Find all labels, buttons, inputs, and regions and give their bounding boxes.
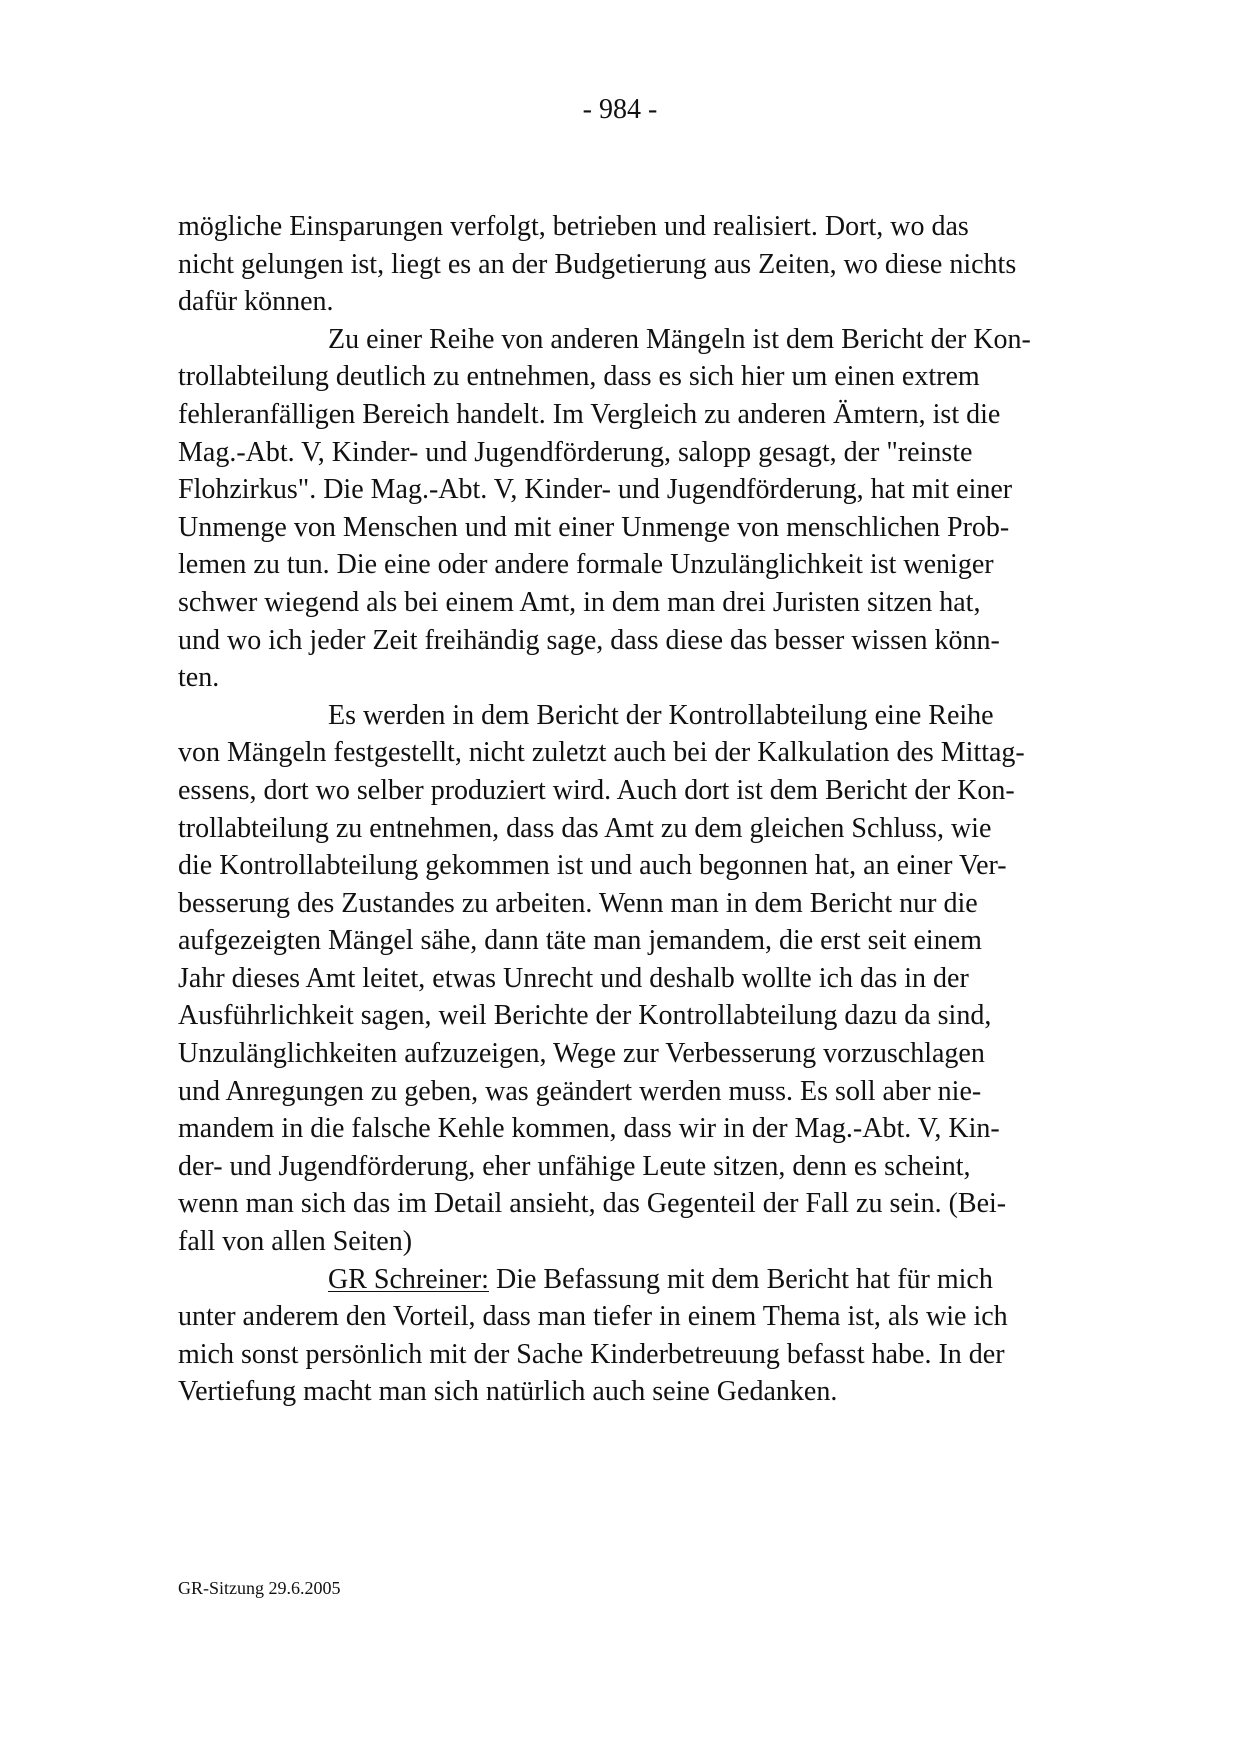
text-line: trollabteilung deutlich zu entnehmen, dass es sich hier um einen extrem	[178, 361, 980, 393]
text-line: Unzulänglichkeiten aufzuzeigen, Wege zur Verbesserung vorzuschlagen	[178, 1038, 985, 1070]
text-line: essens, dort wo selber produziert wird. Auch dort ist dem Bericht der Kon-	[178, 774, 1015, 806]
text-line: dafür können.	[178, 286, 334, 318]
speaker-name: GR Schreiner:	[328, 1263, 489, 1295]
text-line: aufgezeigten Mängel sähe, dann täte man jemandem, die erst seit einem	[178, 925, 982, 957]
text-line: fall von allen Seiten)	[178, 1226, 413, 1258]
text-line: mögliche Einsparungen verfolgt, betrieben und realisiert. Dort, wo das	[178, 211, 969, 242]
text-line: der- und Jugendförderung, eher unfähige Leute sitzen, denn es scheint,	[178, 1150, 971, 1182]
text-line: fehleranfälligen Bereich handelt. Im Vergleich zu anderen Ämtern, ist die	[178, 398, 1001, 430]
text-line: wenn man sich das im Detail ansieht, das Gegenteil der Fall zu sein. (Bei-	[178, 1188, 1007, 1220]
text-line: nicht gelungen ist, liegt es an der Budgetierung aus Zeiten, wo diese nichts	[178, 248, 1017, 280]
speaker-first-line: Die Befassung mit dem Bericht hat für mich	[488, 1263, 993, 1295]
paragraph-start-line: Es werden in dem Bericht der Kontrollabteilung eine Reihe	[328, 699, 994, 731]
text-line: mandem in die falsche Kehle kommen, dass wir in der Mag.-Abt. V, Kin-	[178, 1113, 1000, 1145]
text-line: Unmenge von Menschen und mit einer Unmenge von menschlichen Prob-	[178, 511, 1010, 543]
text-line: trollabteilung zu entnehmen, dass das Amt zu dem gleichen Schluss, wie	[178, 812, 992, 844]
text-line: von Mängeln festgestellt, nicht zuletzt auch bei der Kalkulation des Mittag-	[178, 737, 1025, 769]
footer-session-date: GR-Sitzung 29.6.2005	[178, 1578, 341, 1598]
text-line: Flohzirkus". Die Mag.-Abt. V, Kinder- und Jugendförderung, hat mit einer	[178, 474, 1013, 506]
paragraph-start-line: Zu einer Reihe von anderen Mängeln ist dem Bericht der Kon-	[328, 323, 1031, 355]
text-line: Jahr dieses Amt leitet, etwas Unrecht und deshalb wollte ich das in der	[178, 962, 969, 994]
page-number: - 984 -	[582, 94, 658, 125]
text-line: Mag.-Abt. V, Kinder- und Jugendförderung, salopp gesagt, der "reinste	[178, 436, 973, 468]
text-line: besserung des Zustandes zu arbeiten. Wenn man in dem Bericht nur die	[178, 887, 978, 919]
text-line: und Anregungen zu geben, was geändert werden muss. Es soll aber nie-	[178, 1075, 982, 1107]
text-line: lemen zu tun. Die eine oder andere formale Unzulänglichkeit ist weniger	[178, 549, 994, 581]
speaker-paragraph-start	[178, 1261, 1068, 1299]
text-line: Vertiefung macht man sich natürlich auch seine Gedanken.	[178, 1376, 838, 1408]
text-line: die Kontrollabteilung gekommen ist und auch begonnen hat, an einer Ver-	[178, 850, 1007, 882]
text-line: ten.	[178, 662, 220, 694]
text-line: Ausführlichkeit sagen, weil Berichte der Kontrollabteilung dazu da sind,	[178, 1000, 992, 1032]
body-text	[178, 208, 1068, 1411]
text-line: schwer wiegend als bei einem Amt, in dem man drei Juristen sitzen hat,	[178, 586, 981, 618]
text-line: unter anderem den Vorteil, dass man tiefer in einem Thema ist, als wie ich	[178, 1301, 1008, 1333]
text-line: mich sonst persönlich mit der Sache Kinderbetreuung befasst habe. In der	[178, 1338, 1005, 1370]
text-line: und wo ich jeder Zeit freihändig sage, dass diese das besser wissen könn-	[178, 624, 1000, 656]
